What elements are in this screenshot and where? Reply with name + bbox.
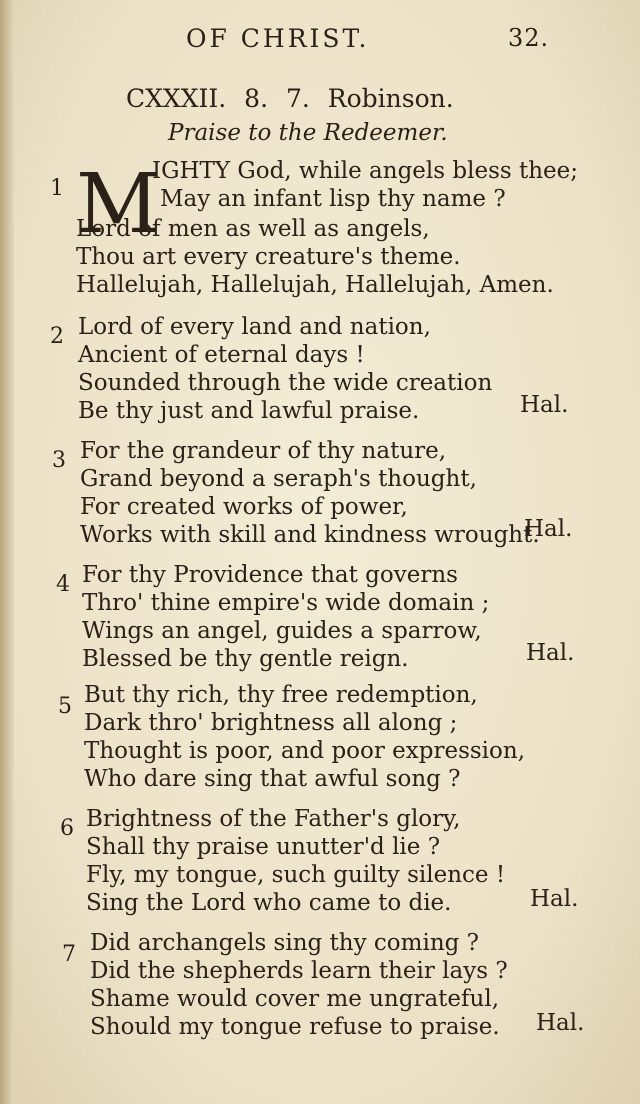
hymn-heading: CXXXII. 8. 7. Robinson. (126, 84, 454, 113)
verse-line: IGHTY God, while angels bless thee; (152, 158, 579, 184)
stanza-number: 6 (60, 816, 74, 841)
hymn-subtitle: Praise to the Redeemer. (168, 120, 448, 146)
stanza-number: 7 (62, 942, 76, 967)
refrain-mark: Hal. (536, 1010, 585, 1036)
verse-line: Fly, my tongue, such guilty silence ! (86, 862, 506, 888)
verse-line: Dark thro' brightness all along ; (84, 710, 458, 736)
verse-line: Brightness of the Father's glory, (86, 806, 461, 832)
verse-line: Wings an angel, guides a sparrow, (82, 618, 482, 644)
running-head: OF CHRIST. (186, 24, 370, 53)
refrain-mark: Hal. (524, 516, 573, 542)
verse-line: Be thy just and lawful praise. (78, 398, 420, 424)
verse-line: Works with skill and kindness wrought. (80, 522, 540, 548)
verse-line: Thou art every creature's theme. (76, 244, 461, 270)
drop-cap: M (76, 157, 160, 252)
verse-line: May an infant lisp thy name ? (160, 186, 506, 212)
page-gutter (0, 0, 14, 1104)
stanza-number: 3 (52, 448, 66, 473)
verse-line: Lord of men as well as angels, (76, 216, 430, 242)
verse-line: For thy Providence that governs (82, 562, 458, 588)
verse-line: Blessed be thy gentle reign. (82, 646, 409, 672)
verse-line: Did archangels sing thy coming ? (90, 930, 480, 956)
verse-line: Thro' thine empire's wide domain ; (82, 590, 490, 616)
verse-line: Hallelujah, Hallelujah, Hallelujah, Amen. (76, 272, 554, 298)
verse-line: Sounded through the wide creation (78, 370, 493, 396)
stanza-number: 2 (50, 324, 64, 349)
stanza-number: 4 (56, 572, 70, 597)
verse-line: For created works of power, (80, 494, 408, 520)
verse-line: But thy rich, thy free redemption, (84, 682, 478, 708)
verse-line: Thought is poor, and poor expression, (84, 738, 526, 764)
verse-line: Who dare sing that awful song ? (84, 766, 461, 792)
refrain-mark: Hal. (520, 392, 569, 418)
stanza-number: 1 (50, 176, 64, 201)
verse-line: Lord of every land and nation, (78, 314, 431, 340)
verse-line: Shame would cover me ungrateful, (90, 986, 500, 1012)
verse-line: For the grandeur of thy nature, (80, 438, 447, 464)
page-number: 32. (508, 24, 550, 52)
verse-line: Sing the Lord who came to die. (86, 890, 452, 916)
verse-line: Ancient of eternal days ! (78, 342, 365, 368)
verse-line: Shall thy praise unutter'd lie ? (86, 834, 441, 860)
verse-line: Should my tongue refuse to praise. (90, 1014, 500, 1040)
verse-line: Grand beyond a seraph's thought, (80, 466, 477, 492)
stanza-number: 5 (58, 694, 72, 719)
verse-line: Did the shepherds learn their lays ? (90, 958, 508, 984)
refrain-mark: Hal. (530, 886, 579, 912)
refrain-mark: Hal. (526, 640, 575, 666)
